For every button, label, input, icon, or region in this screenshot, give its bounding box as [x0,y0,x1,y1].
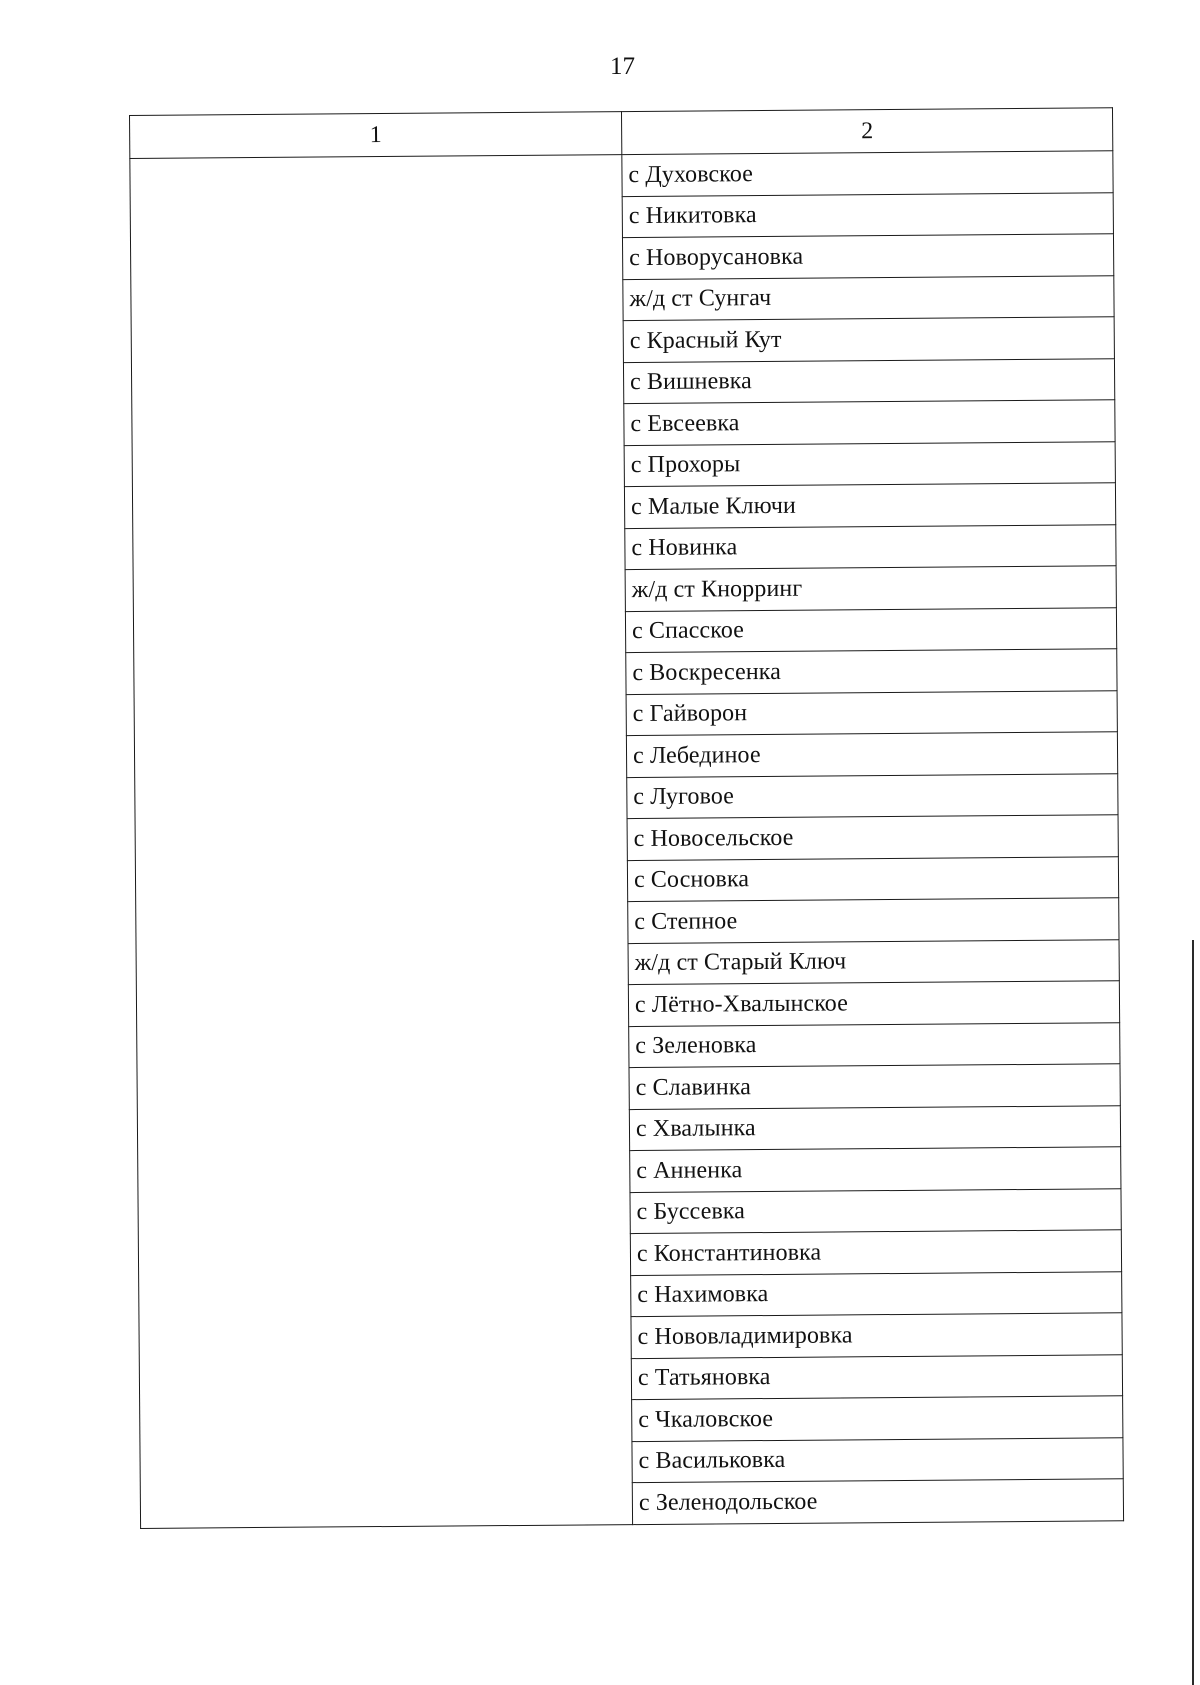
place-cell: с Воскресенка [626,649,1117,694]
place-cell: с Спасское [625,607,1116,652]
settlements-table [129,107,1124,1528]
place-cell: ж/д ст Сунгач [623,275,1114,320]
place-cell: с Зеленовка [629,1022,1120,1067]
place-cell: с Степное [628,898,1119,943]
place-cell: с Прохоры [624,441,1115,486]
column-header-2: 2 [621,108,1112,155]
scan-edge-line [1192,940,1194,1685]
place-cell: с Буссевка [630,1188,1121,1233]
place-cell: с Гайворон [626,690,1117,735]
place-cell: с Красный Кут [623,317,1114,362]
place-cell: с Луговое [627,773,1118,818]
place-cell: ж/д ст Старый Ключ [628,939,1119,984]
place-cell: с Славинка [629,1064,1120,1109]
place-cell: с Зеленодольское [632,1479,1123,1524]
place-cell: с Новосельское [627,815,1118,860]
place-cell: с Татьяновка [631,1354,1122,1399]
place-cell: с Анненка [630,1147,1121,1192]
place-cell: с Лебединое [626,732,1117,777]
column-1-empty-cell [130,155,633,1528]
place-cell: с Лётно-Хвалынское [628,981,1119,1026]
place-cell: с Чкаловское [632,1396,1123,1441]
place-cell: с Новинка [625,524,1116,569]
page-number: 17 [610,53,635,80]
place-cell: с Нововладимировка [631,1313,1122,1358]
place-cell: с Константиновка [630,1230,1121,1275]
place-cell: с Евсеевка [624,400,1115,445]
table-body [130,151,1124,1528]
place-cell: с Вишневка [623,358,1114,403]
place-cell: с Никитовка [622,192,1113,237]
table-header-row [130,108,1113,159]
column-header-1: 1 [130,112,622,159]
place-cell: с Сосновка [627,856,1118,901]
place-cell: ж/д ст Кнорринг [625,566,1116,611]
place-cell: с Малые Ключи [624,483,1115,528]
place-cell: с Хвалынка [629,1105,1120,1150]
place-cell: с Васильковка [632,1437,1123,1482]
place-cell: с Новорусановка [622,234,1113,279]
place-cell: с Нахимовка [631,1271,1122,1316]
place-cell: с Духовское [622,151,1113,196]
